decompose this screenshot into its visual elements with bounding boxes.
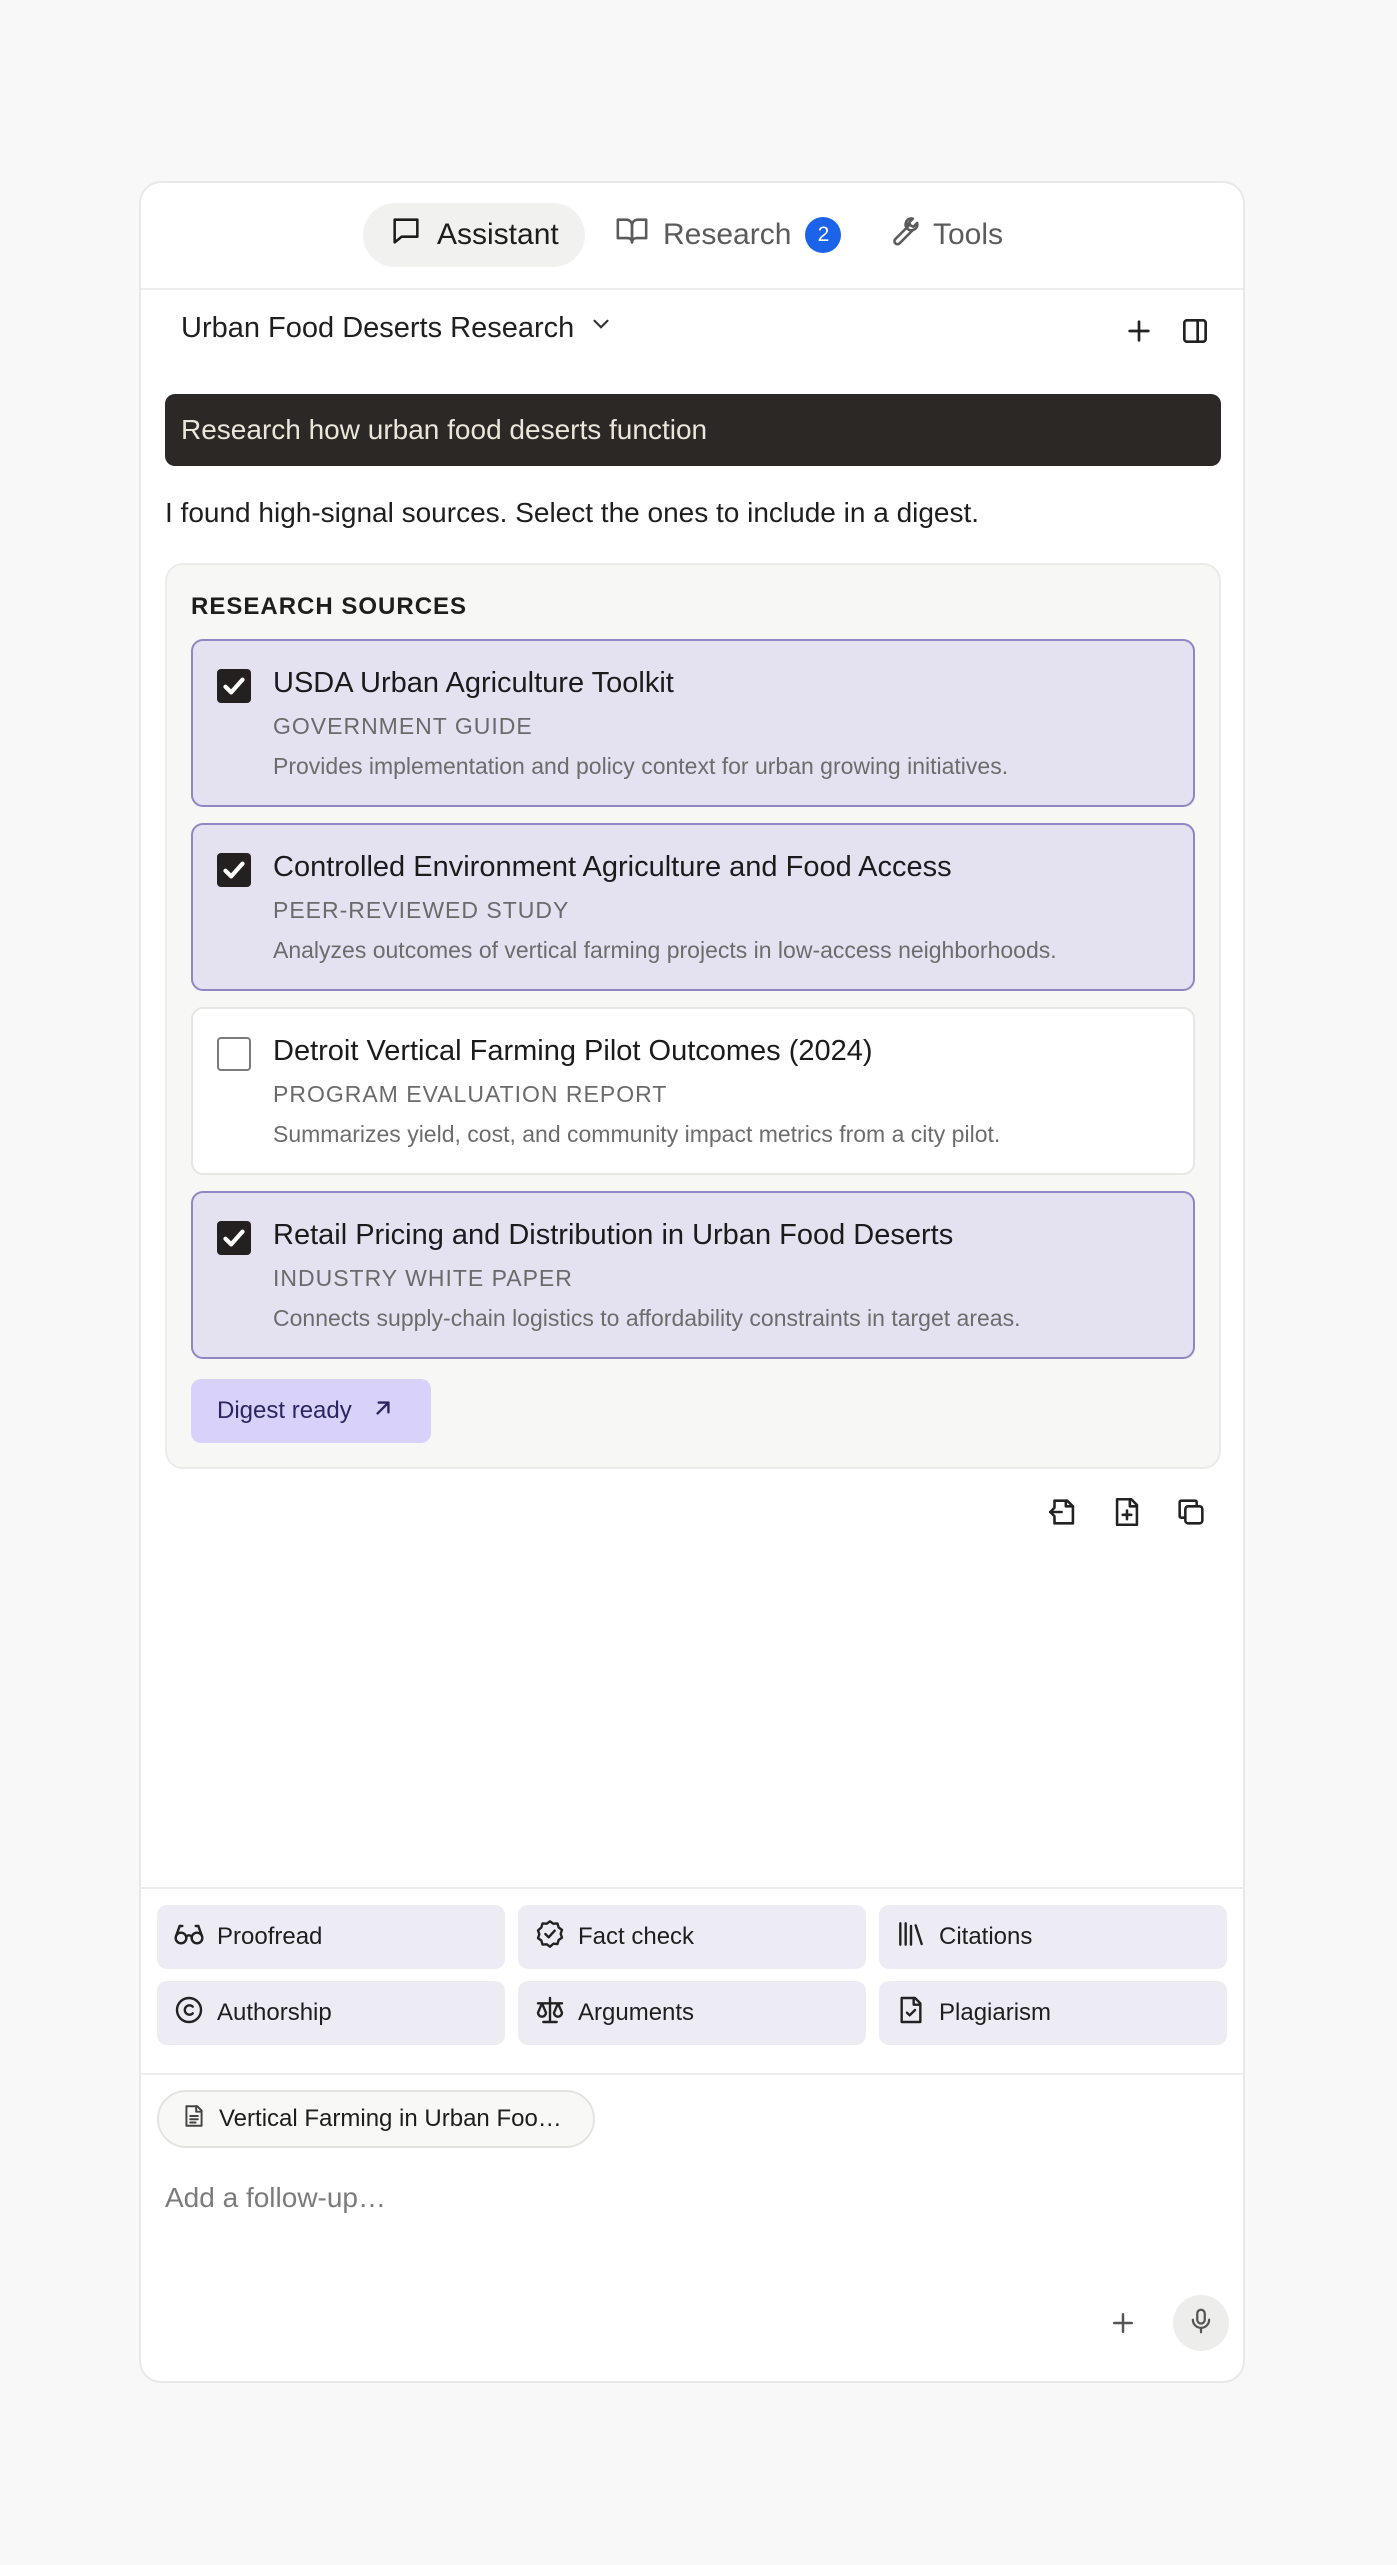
tab-bar bbox=[141, 183, 1243, 290]
export-message-button[interactable] bbox=[1043, 1493, 1083, 1535]
plagiarism-button[interactable] bbox=[879, 1981, 1227, 2045]
file-check-icon bbox=[895, 1994, 927, 2033]
attachment-chip[interactable] bbox=[157, 2090, 595, 2148]
file-plus-icon bbox=[1110, 1495, 1144, 1534]
tab-research[interactable] bbox=[589, 203, 867, 267]
source-kind: INDUSTRY WHITE PAPER bbox=[273, 1265, 573, 1291]
tab-tools[interactable] bbox=[859, 203, 1029, 267]
quick-action-label: Fact check bbox=[578, 1923, 695, 1950]
source-description: Provides implementation and policy context for urban growing initiatives. bbox=[273, 753, 1009, 779]
source-item[interactable] bbox=[191, 639, 1195, 807]
user-query-bubble bbox=[165, 394, 1221, 466]
scale-icon bbox=[534, 1994, 566, 2033]
source-title: Retail Pricing and Distribution in Urban Food Deserts bbox=[273, 1219, 954, 1251]
source-title: USDA Urban Agriculture Toolkit bbox=[273, 667, 674, 699]
proofread-button[interactable] bbox=[157, 1905, 505, 1969]
new-conversation-button[interactable] bbox=[1119, 313, 1159, 353]
source-checkbox[interactable] bbox=[217, 853, 251, 887]
attachment-name: Vertical Farming in Urban Foo… bbox=[219, 2105, 562, 2132]
source-description: Connects supply-chain logistics to affordability constraints in target areas. bbox=[273, 1305, 1021, 1331]
tab-label: Assistant bbox=[437, 218, 559, 251]
source-checkbox[interactable] bbox=[217, 1037, 251, 1071]
source-item[interactable] bbox=[191, 823, 1195, 991]
library-icon bbox=[895, 1918, 927, 1957]
sidebar-icon bbox=[1179, 315, 1211, 352]
tab-assistant[interactable] bbox=[363, 203, 585, 267]
conversation-selector[interactable] bbox=[181, 311, 614, 345]
source-kind: PEER-REVIEWED STUDY bbox=[273, 897, 570, 923]
sources-card-title: RESEARCH SOURCES bbox=[191, 593, 468, 620]
arrow-up-right-icon bbox=[370, 1395, 396, 1428]
add-to-document-button[interactable] bbox=[1107, 1493, 1147, 1535]
chat-bubble-icon bbox=[389, 214, 423, 256]
citations-button[interactable] bbox=[879, 1905, 1227, 1969]
copyright-icon bbox=[173, 1994, 205, 2033]
chevron-down-icon bbox=[588, 311, 614, 345]
document-icon bbox=[181, 2103, 207, 2136]
microphone-icon bbox=[1186, 2306, 1216, 2341]
plus-icon bbox=[1108, 2308, 1138, 2343]
badge-check-icon bbox=[534, 1918, 566, 1957]
glasses-icon bbox=[173, 1918, 205, 1957]
user-query-text: Research how urban food deserts function bbox=[181, 414, 708, 445]
follow-up-input[interactable] bbox=[165, 2173, 1165, 2223]
quick-action-label: Plagiarism bbox=[939, 1999, 1052, 2026]
count-badge: 2 bbox=[805, 217, 841, 253]
source-title: Detroit Vertical Farming Pilot Outcomes (2024) bbox=[273, 1035, 873, 1067]
research-sources-card bbox=[165, 563, 1221, 1469]
source-description: Summarizes yield, cost, and community impact metrics from a city pilot. bbox=[273, 1121, 1001, 1147]
source-kind: GOVERNMENT GUIDE bbox=[273, 713, 533, 739]
conversation-header bbox=[141, 293, 1243, 375]
add-attachment-button[interactable] bbox=[1101, 2303, 1145, 2347]
digest-button-label: Digest ready bbox=[217, 1397, 352, 1424]
source-item[interactable] bbox=[191, 1007, 1195, 1175]
source-title: Controlled Environment Agriculture and Food Access bbox=[273, 851, 952, 883]
quick-action-label: Arguments bbox=[578, 1999, 695, 2026]
wrench-icon bbox=[885, 214, 919, 256]
plus-icon bbox=[1123, 315, 1155, 352]
fact-check-button[interactable] bbox=[518, 1905, 866, 1969]
source-checkbox[interactable] bbox=[217, 1221, 251, 1255]
assistant-panel bbox=[139, 181, 1245, 2383]
digest-ready-button[interactable] bbox=[191, 1379, 431, 1443]
arguments-button[interactable] bbox=[518, 1981, 866, 2045]
quick-action-label: Proofread bbox=[217, 1923, 323, 1950]
quick-action-label: Authorship bbox=[217, 1999, 332, 2026]
voice-input-button[interactable] bbox=[1173, 2295, 1229, 2351]
tab-label: Tools bbox=[933, 218, 1004, 251]
source-kind: PROGRAM EVALUATION REPORT bbox=[273, 1081, 668, 1107]
quick-action-label: Citations bbox=[939, 1923, 1033, 1950]
source-item[interactable] bbox=[191, 1191, 1195, 1359]
toggle-sidebar-button[interactable] bbox=[1175, 313, 1215, 353]
copy-message-button[interactable] bbox=[1171, 1493, 1211, 1535]
file-export-icon bbox=[1046, 1495, 1080, 1534]
assistant-message: I found high-signal sources. Select the ones to include in a digest. bbox=[165, 497, 980, 528]
authorship-button[interactable] bbox=[157, 1981, 505, 2045]
conversation-title: Urban Food Deserts Research bbox=[181, 311, 575, 344]
copy-icon bbox=[1174, 1495, 1208, 1534]
tab-label: Research bbox=[663, 218, 792, 251]
source-description: Analyzes outcomes of vertical farming projects in low-access neighborhoods. bbox=[273, 937, 1057, 963]
source-checkbox[interactable] bbox=[217, 669, 251, 703]
book-open-icon bbox=[615, 214, 649, 256]
quick-actions bbox=[141, 1887, 1243, 2075]
